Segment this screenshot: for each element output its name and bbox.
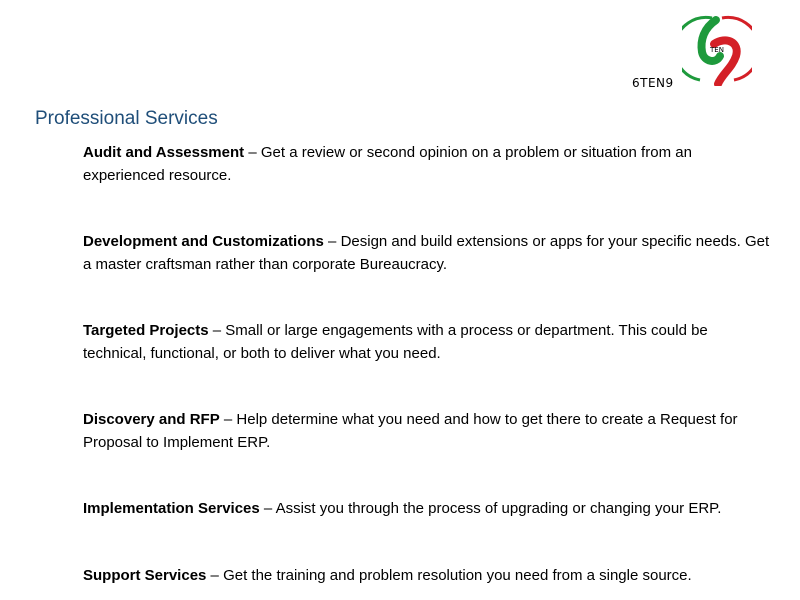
service-name: Development and Customizations <box>83 233 324 250</box>
service-name: Targeted Projects <box>83 322 209 339</box>
service-item-targeted-projects <box>83 319 773 365</box>
service-name: Implementation Services <box>83 500 260 517</box>
service-separator: – <box>323 233 341 250</box>
service-name: Support Services <box>83 567 207 584</box>
service-description: Get a review or second opinion on a problem or situation from an experienced resource. <box>83 144 692 184</box>
service-separator: – <box>219 411 237 428</box>
service-separator: – <box>206 567 224 584</box>
logo-emblem-icon <box>682 14 752 86</box>
service-separator: – <box>208 322 226 339</box>
service-item-development <box>83 230 773 276</box>
service-description: Get the training and problem resolution you need from a single source. <box>223 567 692 584</box>
service-item-discovery <box>83 408 773 454</box>
service-separator: – <box>259 500 276 517</box>
section-title: Professional Services <box>35 108 218 129</box>
service-item-audit <box>83 141 773 187</box>
service-description: Assist you through the process of upgrading or changing your ERP. <box>275 500 722 517</box>
service-item-implementation <box>83 497 773 520</box>
service-item-support <box>83 564 773 587</box>
logo-inner-text: TEN <box>710 46 724 54</box>
service-description: Help determine what you need and how to get there to create a Request for Proposal to Implement ERP. <box>83 411 738 451</box>
service-description: Design and build extensions or apps for your specific needs. Get a master craftsman rather than corporate Bureaucracy. <box>83 233 770 273</box>
company-logo <box>630 14 754 94</box>
service-separator: – <box>244 144 261 161</box>
service-description: Small or large engagements with a process or department. This could be technical, functional, or both to deliver what you need. <box>83 322 708 362</box>
logo-wordmark: 6TEN9 <box>632 76 674 90</box>
service-name: Discovery and RFP <box>83 411 220 428</box>
service-name: Audit and Assessment <box>83 144 245 161</box>
